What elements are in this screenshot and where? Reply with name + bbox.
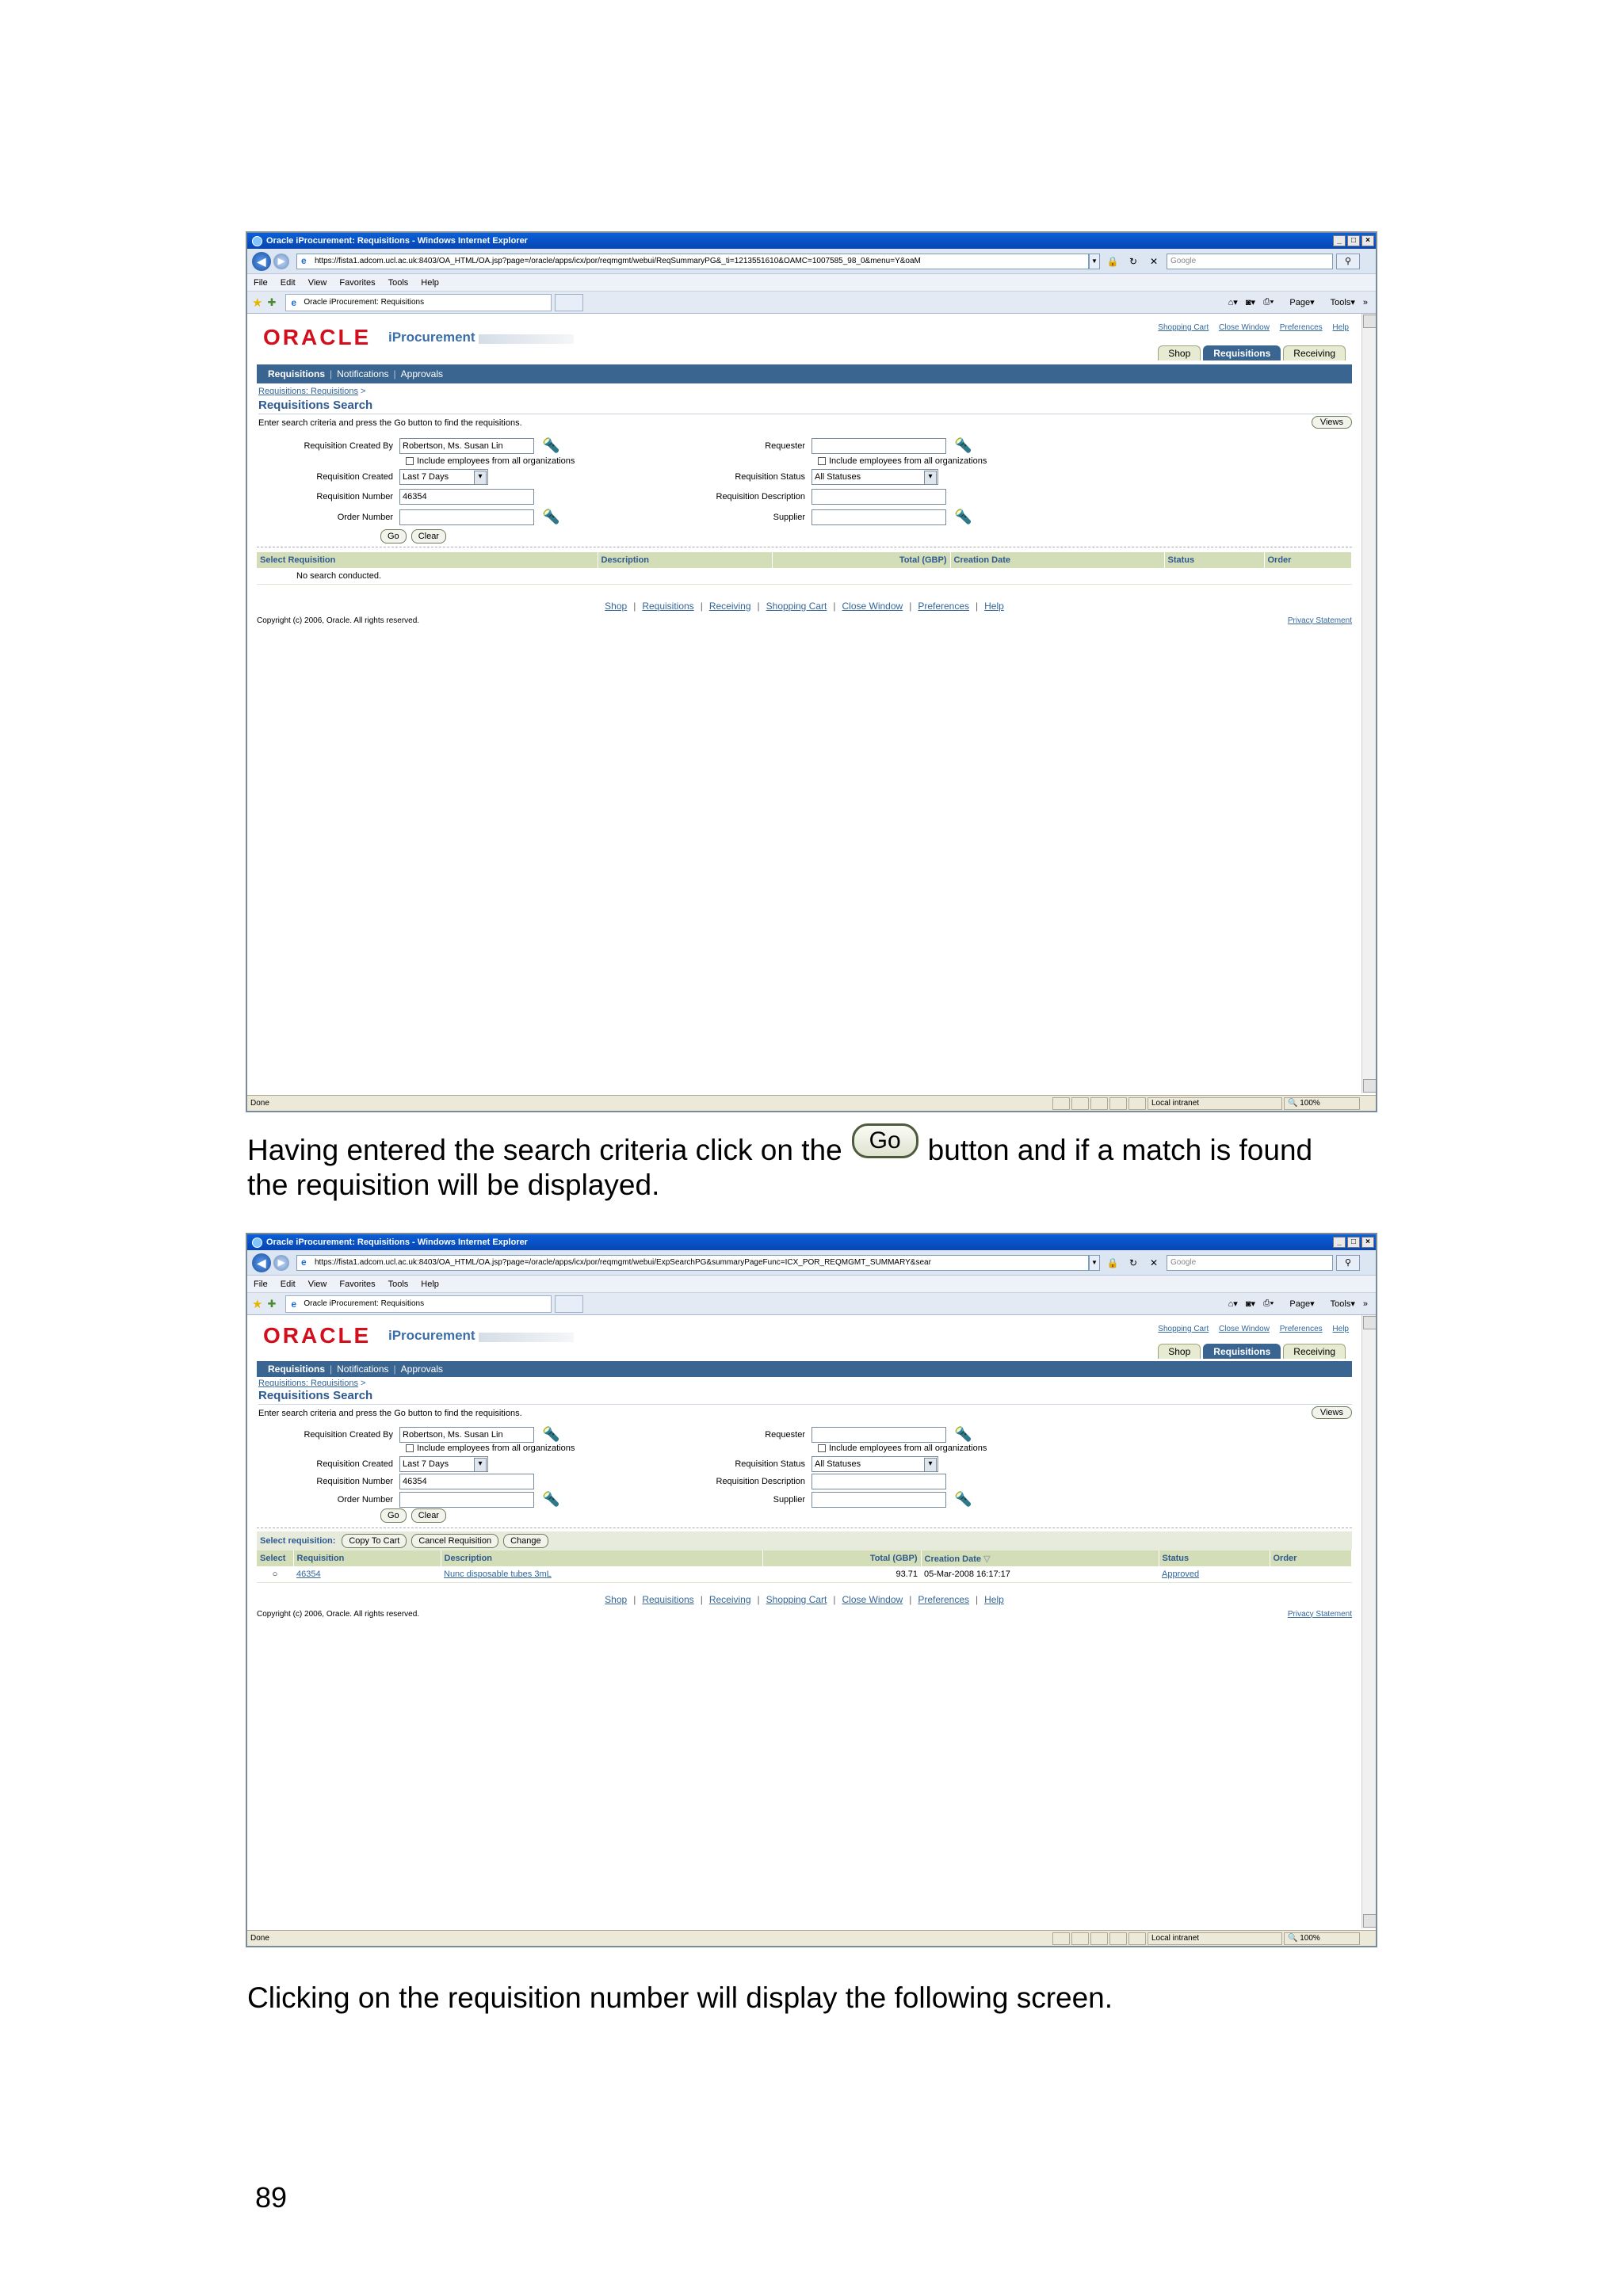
close-icon[interactable]: ×: [1361, 1237, 1374, 1248]
command-bar: [1220, 297, 1376, 307]
security-zone: Local intranet: [1148, 1932, 1282, 1945]
include-all-orgs-checkbox[interactable]: [406, 457, 414, 465]
instruction-text: Enter search criteria and press the Go button to find the requisitions. Views: [258, 418, 1352, 428]
oracle-tabs: [1155, 345, 1346, 360]
tab-requisitions[interactable]: Requisitions: [1203, 345, 1281, 360]
global-link-help[interactable]: Help: [1332, 323, 1349, 332]
home-icon[interactable]: ⌂▾: [1228, 298, 1238, 307]
menu-view[interactable]: View: [307, 277, 327, 288]
subnav-requisitions[interactable]: Requisitions: [268, 1363, 326, 1375]
menu-tools[interactable]: Tools: [388, 1279, 409, 1289]
select-requisition-label: Select requisition:: [260, 1536, 336, 1546]
global-links: [1150, 323, 1349, 332]
global-link-close-window[interactable]: Close Window: [1219, 1325, 1270, 1333]
address-dropdown-icon[interactable]: ▼: [1089, 1255, 1100, 1271]
requester-all-orgs-checkbox[interactable]: [818, 457, 826, 465]
menu-view[interactable]: View: [307, 1279, 327, 1289]
supplier-label: Supplier: [773, 1494, 805, 1505]
flashlight-search-icon[interactable]: 🔦: [542, 509, 560, 524]
copy-to-cart-button[interactable]: Copy To Cart: [342, 1534, 407, 1548]
subnav-notifications[interactable]: Notifications: [337, 368, 389, 379]
order-number-label: Order Number: [337, 1494, 393, 1505]
cancel-requisition-button[interactable]: Cancel Requisition: [411, 1534, 498, 1548]
header-decoration: [479, 1333, 574, 1342]
feeds-icon[interactable]: ◙▾: [1245, 1299, 1255, 1309]
flashlight-search-icon[interactable]: 🔦: [542, 1491, 560, 1507]
search-form: [257, 1418, 1365, 1523]
change-button[interactable]: Change: [503, 1534, 548, 1548]
breadcrumb: Requisitions: Requisitions >: [258, 387, 366, 396]
flashlight-search-icon[interactable]: 🔦: [954, 1426, 972, 1442]
privacy-link[interactable]: Privacy Statement: [1287, 616, 1352, 625]
home-icon[interactable]: ⌂▾: [1228, 1299, 1238, 1309]
tab-shop[interactable]: Shop: [1158, 1344, 1201, 1359]
go-button-image: Go: [852, 1123, 918, 1158]
results-table: [257, 1550, 1352, 1583]
col-select-requisition: Select Requisition: [257, 552, 598, 568]
tools-menu[interactable]: Tools▾: [1330, 1299, 1355, 1309]
global-link-close-window[interactable]: Close Window: [1219, 323, 1270, 332]
footer-link-receiving[interactable]: Receiving: [708, 600, 751, 612]
oracle-tabs: [1155, 1344, 1346, 1359]
browser-tab[interactable]: e Oracle iProcurement: Requisitions: [285, 294, 552, 311]
window-title: Oracle iProcurement: Requisitions - Windows Internet Explorer: [266, 1238, 528, 1247]
breadcrumb: Requisitions: Requisitions >: [258, 1379, 366, 1388]
include-all-orgs-label: Include employees from all organizations: [417, 1444, 575, 1453]
tab-bar: [247, 1293, 1376, 1315]
tab-requisitions[interactable]: Requisitions: [1203, 1344, 1281, 1359]
footer-link-shop[interactable]: Shop: [605, 600, 628, 612]
screenshot-search-empty: [246, 231, 1377, 1112]
col-creation-date: Creation Date ▽: [921, 1550, 1159, 1566]
col-requisition: Requisition: [293, 1550, 441, 1566]
footer-link-shopping-cart[interactable]: Shopping Cart: [766, 600, 827, 612]
col-order: Order: [1264, 552, 1352, 568]
zoom-level[interactable]: 🔍 100%: [1284, 1097, 1360, 1110]
flashlight-search-icon[interactable]: 🔦: [954, 1491, 972, 1507]
footer-link-close-window[interactable]: Close Window: [842, 1593, 903, 1605]
menu-file[interactable]: File: [254, 277, 268, 288]
requester-all-orgs-label: Include employees from all organizations: [829, 456, 987, 466]
menu-bar: [247, 1276, 1376, 1293]
status-label: Requisition Status: [735, 472, 805, 482]
page-title: Requisitions Search: [258, 1389, 1352, 1405]
description-label: Requisition Description: [716, 492, 805, 502]
ie-logo-icon: [252, 236, 262, 246]
status-link[interactable]: Approved: [1162, 1569, 1200, 1579]
requester-label: Requester: [765, 441, 805, 451]
empty-message: No search conducted.: [257, 568, 598, 584]
breadcrumb-link[interactable]: Requisitions: Requisitions: [258, 387, 358, 396]
col-total: Total (GBP): [762, 1550, 921, 1566]
subnav-requisitions[interactable]: Requisitions: [268, 368, 326, 379]
subnav-approvals[interactable]: Approvals: [400, 368, 444, 379]
include-all-orgs-checkbox[interactable]: [406, 1444, 414, 1452]
col-status: Status: [1159, 1550, 1270, 1566]
oracle-logo: ORACLE: [263, 325, 372, 349]
subnav-approvals[interactable]: Approvals: [400, 1363, 444, 1375]
views-button[interactable]: Views: [1312, 1406, 1352, 1419]
table-header-row: [257, 1550, 1352, 1566]
add-favorite-icon[interactable]: ✚: [267, 296, 277, 308]
browser-title-bar: [247, 233, 1376, 249]
go-button[interactable]: Go: [380, 1508, 407, 1523]
feeds-icon[interactable]: ◙▾: [1245, 298, 1255, 307]
search-icon[interactable]: ⚲: [1336, 254, 1360, 269]
sort-descending-icon[interactable]: ▽: [983, 1554, 991, 1564]
flashlight-search-icon[interactable]: 🔦: [954, 509, 972, 524]
supplier-label: Supplier: [773, 512, 805, 522]
minimize-icon[interactable]: _: [1333, 1237, 1346, 1248]
chevron-right-icon[interactable]: »: [1362, 297, 1368, 307]
footer-link-receiving[interactable]: Receiving: [708, 1593, 751, 1605]
search-input[interactable]: Google: [1167, 1255, 1333, 1271]
copyright-row: [257, 616, 1352, 625]
divider: [257, 1527, 1352, 1528]
description-input[interactable]: [812, 1474, 946, 1489]
status-text: Done: [250, 1099, 269, 1108]
address-bar-row: [247, 249, 1376, 274]
requester-all-orgs-label: Include employees from all organizations: [829, 1444, 987, 1453]
global-link-shopping-cart[interactable]: Shopping Cart: [1158, 323, 1209, 332]
number-input[interactable]: 46354: [399, 1474, 534, 1489]
chevron-right-icon[interactable]: »: [1362, 1299, 1368, 1309]
vertical-scrollbar[interactable]: [1361, 314, 1376, 1093]
global-link-preferences[interactable]: Preferences: [1279, 323, 1323, 332]
address-input[interactable]: e https://fista1.adcom.ucl.ac.uk:8403/OA_HTML/OA.jsp?page=/oracle/apps/icx/por/reqmgmt/webui/ReqSummaryPG&_ti=1213551610&OAMC=1007585_98_0&menu=Y&oaM: [296, 254, 1089, 269]
status-select[interactable]: All Statuses ▾: [812, 469, 938, 485]
footer-link-help[interactable]: Help: [984, 1593, 1004, 1605]
ie-logo-icon: [252, 1238, 262, 1248]
lock-icon[interactable]: 🔒: [1106, 255, 1119, 267]
row-creation-date: 05-Mar-2008 16:17:17: [921, 1566, 1159, 1582]
address-input[interactable]: e https://fista1.adcom.ucl.ac.uk:8403/OA_HTML/OA.jsp?page=/oracle/apps/icx/por/reqmgmt/webui/ExpSearchPG&summaryPageFunc=ICX_POR_REQMGMT_SUMMARY&sear: [296, 1255, 1089, 1271]
description-label: Requisition Description: [716, 1477, 805, 1486]
sub-navigation: Requisitions | Notifications | Approvals: [257, 364, 1352, 383]
new-tab-button[interactable]: [555, 1295, 583, 1313]
clear-button[interactable]: Clear: [411, 529, 446, 543]
footer-link-shopping-cart[interactable]: Shopping Cart: [766, 1593, 827, 1605]
col-order: Order: [1270, 1550, 1352, 1566]
supplier-input[interactable]: [812, 1492, 946, 1508]
menu-file[interactable]: File: [254, 1279, 268, 1289]
created-by-label: Requisition Created By: [304, 441, 393, 451]
requester-all-orgs-checkbox[interactable]: [818, 1444, 826, 1452]
status-bar: [247, 1930, 1376, 1946]
flashlight-search-icon[interactable]: 🔦: [954, 437, 972, 453]
status-select[interactable]: All Statuses ▾: [812, 1456, 938, 1472]
footer-links: Shop | Requisitions | Receiving | Shopping Cart | Close Window | Preferences | Help: [605, 600, 1004, 612]
col-select: Select: [257, 1550, 293, 1566]
menu-favorites[interactable]: Favorites: [339, 1279, 376, 1289]
oracle-logo: ORACLE: [263, 1323, 372, 1348]
flashlight-search-icon[interactable]: 🔦: [542, 1426, 560, 1442]
col-creation-date: Creation Date: [950, 552, 1164, 568]
screenshot-search-results: [246, 1233, 1377, 1947]
order-number-input[interactable]: [399, 509, 534, 525]
address-dropdown-icon[interactable]: ▼: [1089, 254, 1100, 269]
footer-link-preferences[interactable]: Preferences: [918, 1593, 970, 1605]
created-label: Requisition Created: [316, 472, 393, 482]
maximize-icon[interactable]: □: [1347, 235, 1360, 246]
maximize-icon[interactable]: □: [1347, 1237, 1360, 1248]
global-link-shopping-cart[interactable]: Shopping Cart: [1158, 1325, 1209, 1333]
tab-receiving[interactable]: Receiving: [1283, 345, 1346, 360]
menu-tools[interactable]: Tools: [388, 277, 409, 288]
tools-menu[interactable]: Tools▾: [1330, 298, 1355, 307]
privacy-link[interactable]: Privacy Statement: [1287, 1609, 1352, 1619]
order-number-label: Order Number: [337, 512, 393, 522]
footer-link-requisitions[interactable]: Requisitions: [642, 1593, 694, 1605]
created-label: Requisition Created: [316, 1459, 393, 1469]
menu-favorites[interactable]: Favorites: [339, 277, 376, 288]
address-bar-row: [247, 1250, 1376, 1276]
global-links: [1150, 1325, 1349, 1333]
oracle-header: [257, 1320, 1365, 1361]
footer-link-shop[interactable]: Shop: [605, 1593, 628, 1605]
global-link-help[interactable]: Help: [1332, 1325, 1349, 1333]
security-zone: Local intranet: [1148, 1097, 1282, 1110]
oracle-header: [257, 318, 1365, 364]
browser-tab[interactable]: e Oracle iProcurement: Requisitions: [285, 1295, 552, 1313]
page-number: 89: [255, 2181, 288, 2214]
footer-link-help[interactable]: Help: [984, 600, 1004, 612]
created-select[interactable]: Last 7 Days ▾: [399, 469, 488, 485]
search-icon[interactable]: ⚲: [1336, 1255, 1360, 1271]
menu-help[interactable]: Help: [421, 1279, 439, 1289]
status-bar: [247, 1095, 1376, 1111]
paragraph-2: Clicking on the requisition number will display the following screen.: [247, 1981, 1113, 2014]
refresh-icon[interactable]: ↻: [1128, 255, 1138, 267]
number-label: Requisition Number: [316, 492, 393, 502]
tab-shop[interactable]: Shop: [1158, 345, 1201, 360]
back-icon[interactable]: ◀: [252, 252, 271, 271]
menu-edit[interactable]: Edit: [280, 277, 296, 288]
footer-link-preferences[interactable]: Preferences: [918, 600, 970, 612]
number-input[interactable]: 46354: [399, 489, 534, 505]
print-icon[interactable]: ⎙▾: [1263, 297, 1274, 307]
stop-icon[interactable]: ✕: [1149, 255, 1159, 267]
requester-label: Requester: [765, 1429, 805, 1440]
add-favorite-icon[interactable]: ✚: [267, 1297, 277, 1310]
search-form: [257, 428, 1365, 547]
col-status: Status: [1164, 552, 1264, 568]
go-button[interactable]: Go: [380, 529, 407, 543]
footer-link-close-window[interactable]: Close Window: [842, 600, 903, 612]
sub-navigation: Requisitions | Notifications | Approvals: [257, 1361, 1352, 1377]
description-input[interactable]: [812, 489, 946, 505]
command-bar: [1220, 1299, 1376, 1309]
app-name: iProcurement: [388, 330, 475, 345]
views-button[interactable]: Views: [1312, 416, 1352, 429]
created-select[interactable]: Last 7 Days ▾: [399, 1456, 488, 1472]
requester-input[interactable]: [812, 1427, 946, 1443]
minimize-icon[interactable]: _: [1333, 235, 1346, 246]
created-by-input[interactable]: Robertson, Ms. Susan Lin: [399, 438, 534, 454]
created-by-label: Requisition Created By: [304, 1429, 393, 1440]
refresh-icon[interactable]: ↻: [1128, 1257, 1138, 1268]
instruction-text: Enter search criteria and press the Go button to find the requisitions. Views: [258, 1409, 1352, 1418]
favorites-star-icon[interactable]: ★: [252, 1297, 263, 1311]
copyright: Copyright (c) 2006, Oracle. All rights reserved.: [257, 616, 420, 625]
col-description: Description: [598, 552, 772, 568]
row-order: [1270, 1566, 1352, 1582]
favorites-star-icon[interactable]: ★: [252, 296, 263, 310]
header-decoration: [479, 334, 574, 344]
copyright: Copyright (c) 2006, Oracle. All rights reserved.: [257, 1609, 420, 1619]
window-title: Oracle iProcurement: Requisitions - Windows Internet Explorer: [266, 236, 528, 246]
created-by-input[interactable]: Robertson, Ms. Susan Lin: [399, 1427, 534, 1443]
close-icon[interactable]: ×: [1361, 235, 1374, 246]
page-menu[interactable]: Page▾: [1289, 1299, 1315, 1309]
stop-icon[interactable]: ✕: [1149, 1257, 1159, 1268]
description-link[interactable]: Nunc disposable tubes 3mL: [444, 1569, 552, 1579]
browser-title-bar: [247, 1234, 1376, 1250]
tab-receiving[interactable]: Receiving: [1283, 1344, 1346, 1359]
subnav-notifications[interactable]: Notifications: [337, 1363, 389, 1375]
row-radio[interactable]: ○: [257, 1566, 293, 1582]
search-input[interactable]: Google: [1167, 254, 1333, 269]
print-icon[interactable]: ⎙▾: [1263, 1299, 1274, 1308]
results-table: [257, 552, 1352, 585]
order-number-input[interactable]: [399, 1492, 534, 1508]
supplier-input[interactable]: [812, 509, 946, 525]
tab-bar: [247, 292, 1376, 314]
forward-icon[interactable]: ▶: [273, 254, 289, 269]
clear-button[interactable]: Clear: [411, 1508, 446, 1523]
menu-bar: [247, 274, 1376, 292]
menu-help[interactable]: Help: [421, 277, 439, 288]
page-menu[interactable]: Page▾: [1289, 298, 1315, 307]
selection-action-bar: [257, 1531, 1352, 1550]
row-total: 93.71: [762, 1566, 921, 1582]
back-icon[interactable]: ◀: [252, 1253, 271, 1272]
col-total: Total (GBP): [772, 552, 950, 568]
paragraph-1: Having entered the search criteria click on the Go button and if a match is found the requisition will be displayed.: [247, 1133, 1312, 1203]
status-label: Requisition Status: [735, 1459, 805, 1469]
status-text: Done: [250, 1934, 269, 1943]
requisition-number-link[interactable]: 46354: [296, 1569, 321, 1579]
oracle-page: [247, 314, 1376, 1112]
include-all-orgs-label: Include employees from all organizations: [417, 456, 575, 466]
table-row: [257, 568, 1352, 584]
vertical-scrollbar[interactable]: [1361, 1315, 1376, 1928]
copyright-row: [257, 1610, 1352, 1619]
zoom-level[interactable]: 🔍 100%: [1284, 1932, 1360, 1945]
col-description: Description: [441, 1550, 762, 1566]
global-link-preferences[interactable]: Preferences: [1279, 1325, 1323, 1333]
footer-links: Shop | Requisitions | Receiving | Shopping Cart | Close Window | Preferences | Help: [605, 1593, 1004, 1605]
forward-icon[interactable]: ▶: [273, 1255, 289, 1271]
oracle-page: [247, 1315, 1376, 1947]
page-title: Requisitions Search: [258, 399, 1352, 414]
footer-link-requisitions[interactable]: Requisitions: [642, 600, 694, 612]
table-header-row: [257, 552, 1352, 568]
menu-edit[interactable]: Edit: [280, 1279, 296, 1289]
app-name: iProcurement: [388, 1328, 475, 1343]
lock-icon[interactable]: 🔒: [1106, 1257, 1119, 1268]
flashlight-search-icon[interactable]: 🔦: [542, 437, 560, 453]
breadcrumb-link[interactable]: Requisitions: Requisitions: [258, 1379, 358, 1388]
new-tab-button[interactable]: [555, 294, 583, 311]
table-row: [257, 1566, 1352, 1582]
number-label: Requisition Number: [316, 1477, 393, 1486]
requester-input[interactable]: [812, 438, 946, 454]
